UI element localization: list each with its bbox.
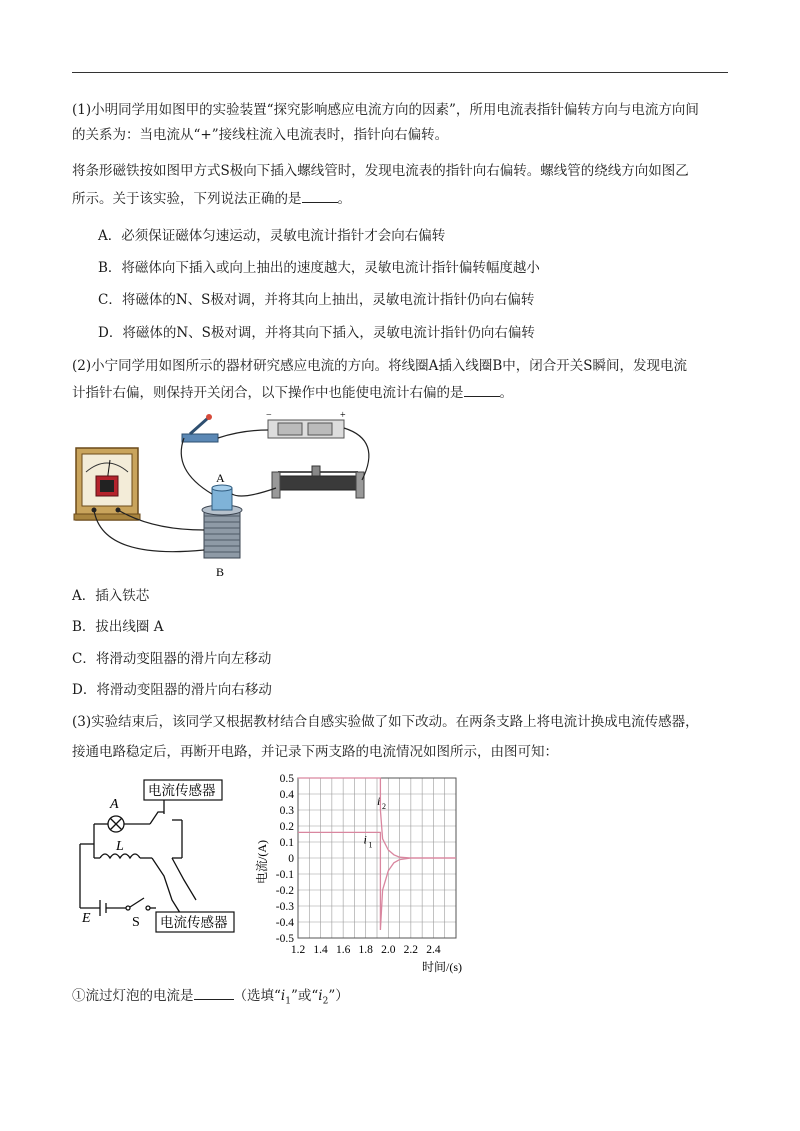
chart-series-label-i1: i (363, 832, 367, 847)
q3-sub1-i1: i (280, 988, 286, 1004)
battery-plus: + (340, 410, 346, 421)
header-rule (72, 72, 728, 73)
chart-y-tick: 0.2 (279, 821, 294, 833)
chart-y-tick: 0.1 (279, 837, 294, 849)
switch-label: S (132, 915, 140, 930)
galvanometer (74, 448, 140, 520)
chart-x-tick: 1.6 (335, 944, 351, 956)
q3-sub1-answer-blank[interactable] (194, 985, 234, 1000)
chart-x-label: 时间/(s) (422, 960, 462, 974)
chart-x-tick: 2.0 (381, 944, 396, 956)
q1-option-b[interactable]: B．将磁体向下插入或向上抽出的速度越大，灵敏电流计指针偏转幅度越小 (98, 260, 540, 276)
chart-y-tick: -0.1 (275, 869, 294, 881)
coil-b-label: B (216, 565, 225, 579)
q2-option-d[interactable]: D．将滑动变阻器的滑片向右移动 (72, 682, 272, 698)
bulb-label: A (110, 797, 119, 812)
q3-sub1-i2: i (318, 988, 323, 1004)
q1-option-d[interactable]: D．将磁体的N、S极对调，并将其向下插入，灵敏电流计指针仍向右偏转 (98, 325, 535, 341)
chart-x-tick: 1.8 (358, 944, 373, 956)
chart-x-tick: 2.4 (426, 944, 441, 956)
chart-series-label-i2: i (377, 794, 381, 809)
chart-y-tick: -0.4 (275, 917, 294, 929)
coil-b (202, 505, 242, 558)
q3-sub1-choice-mid: ”或“ (290, 988, 319, 1004)
chart-y-label: 电流/(A) (255, 840, 269, 884)
q3-sub1-i2-sub: 2 (322, 996, 329, 1007)
q1-line3: 将条形磁铁按如图甲方式S极向下插入螺线管时，发现电流表的指针向右偏转。螺线管的绕线方向如图乙 (72, 163, 689, 179)
chart-series-label-sub-i2: 2 (382, 802, 386, 812)
chart-y-tick: -0.5 (275, 933, 294, 945)
q1-line4 (72, 188, 351, 210)
battery (266, 410, 346, 438)
q3-sub1 (72, 985, 349, 1013)
coil-a-label: A (216, 471, 225, 485)
chart-y-tick: 0.5 (279, 773, 294, 785)
q2-option-c[interactable]: C．将滑动变阻器的滑片向左移动 (72, 651, 272, 667)
chart-x-tick: 1.4 (313, 944, 328, 956)
q2-line1: (2)小宁同学用如图所示的器材研究感应电流的方向。将线圈A插入线圈B中，闭合开关S瞬间，发现电流 (72, 358, 688, 374)
q1-stem-end: 所示。关于该实验，下列说法正确的是 (72, 191, 302, 207)
switch (182, 414, 218, 442)
q1-line1: (1)小明同学用如图甲的实验装置“探究影响感应电流方向的因素”，所用电流表指针偏转方向与电流方向间 (72, 102, 699, 118)
sensor-top-label: 电流传感器 (148, 783, 216, 798)
inductor-label: L (116, 839, 124, 854)
q1-line2: 的关系为：当电流从“+”接线柱流入电流表时，指针向右偏转。 (72, 127, 449, 143)
q3-sub1-i1-sub: 1 (285, 996, 291, 1007)
current-chart (252, 770, 482, 976)
battery-minus: − (266, 410, 272, 421)
chart-y-tick: 0.3 (279, 805, 294, 817)
chart-y-tick: -0.3 (275, 901, 294, 913)
q1-stem-period: 。 (337, 191, 351, 207)
chart-series-label-sub-i1: 1 (368, 840, 373, 850)
battery-label: E (82, 911, 91, 926)
q3-sub1-choice-open: （选填“ (233, 988, 281, 1004)
chart-y-tick: -0.2 (275, 885, 294, 897)
chart-y-tick: 0 (288, 853, 294, 865)
sensor-bottom-label: 电流传感器 (160, 915, 228, 930)
q3-line2: 接通电路稳定后，再断开电路，并记录下两支路的电流情况如图所示，由图可知： (72, 744, 558, 760)
q3-sub1-stem: ①流过灯泡的电流是 (72, 988, 194, 1004)
apparatus-figure (72, 410, 382, 585)
q2-stem-period: 。 (499, 385, 513, 401)
circuit-diagram (72, 776, 262, 936)
chart-x-tick: 1.2 (290, 944, 306, 956)
chart-x-tick: 2.2 (403, 944, 419, 956)
q2-option-a[interactable]: A．插入铁芯 (72, 588, 150, 604)
coil-a (212, 485, 232, 510)
q2-line2 (72, 382, 513, 404)
q2-option-b[interactable]: B．拔出线圈 A (72, 619, 164, 635)
q2-answer-blank[interactable] (464, 382, 500, 397)
chart-y-tick: 0.4 (279, 789, 294, 801)
q1-answer-blank[interactable] (302, 188, 338, 203)
q1-option-a[interactable]: A．必须保证磁体匀速运动，灵敏电流计指针才会向右偏转 (98, 228, 446, 244)
q2-stem-end: 计指针右偏，则保持开关闭合，以下操作中也能使电流计右偏的是 (72, 385, 464, 401)
q3-sub1-choice-close: ”） (328, 988, 349, 1004)
chart-ticks (276, 773, 441, 956)
rheostat (272, 466, 364, 498)
q3-line1: (3)实验结束后，该同学又根据教材结合自感实验做了如下改动。在两条支路上将电流计换成电流传感器， (72, 714, 699, 730)
q1-option-c[interactable]: C．将磁体的N、S极对调，并将其向上抽出，灵敏电流计指针仍向右偏转 (98, 292, 535, 308)
